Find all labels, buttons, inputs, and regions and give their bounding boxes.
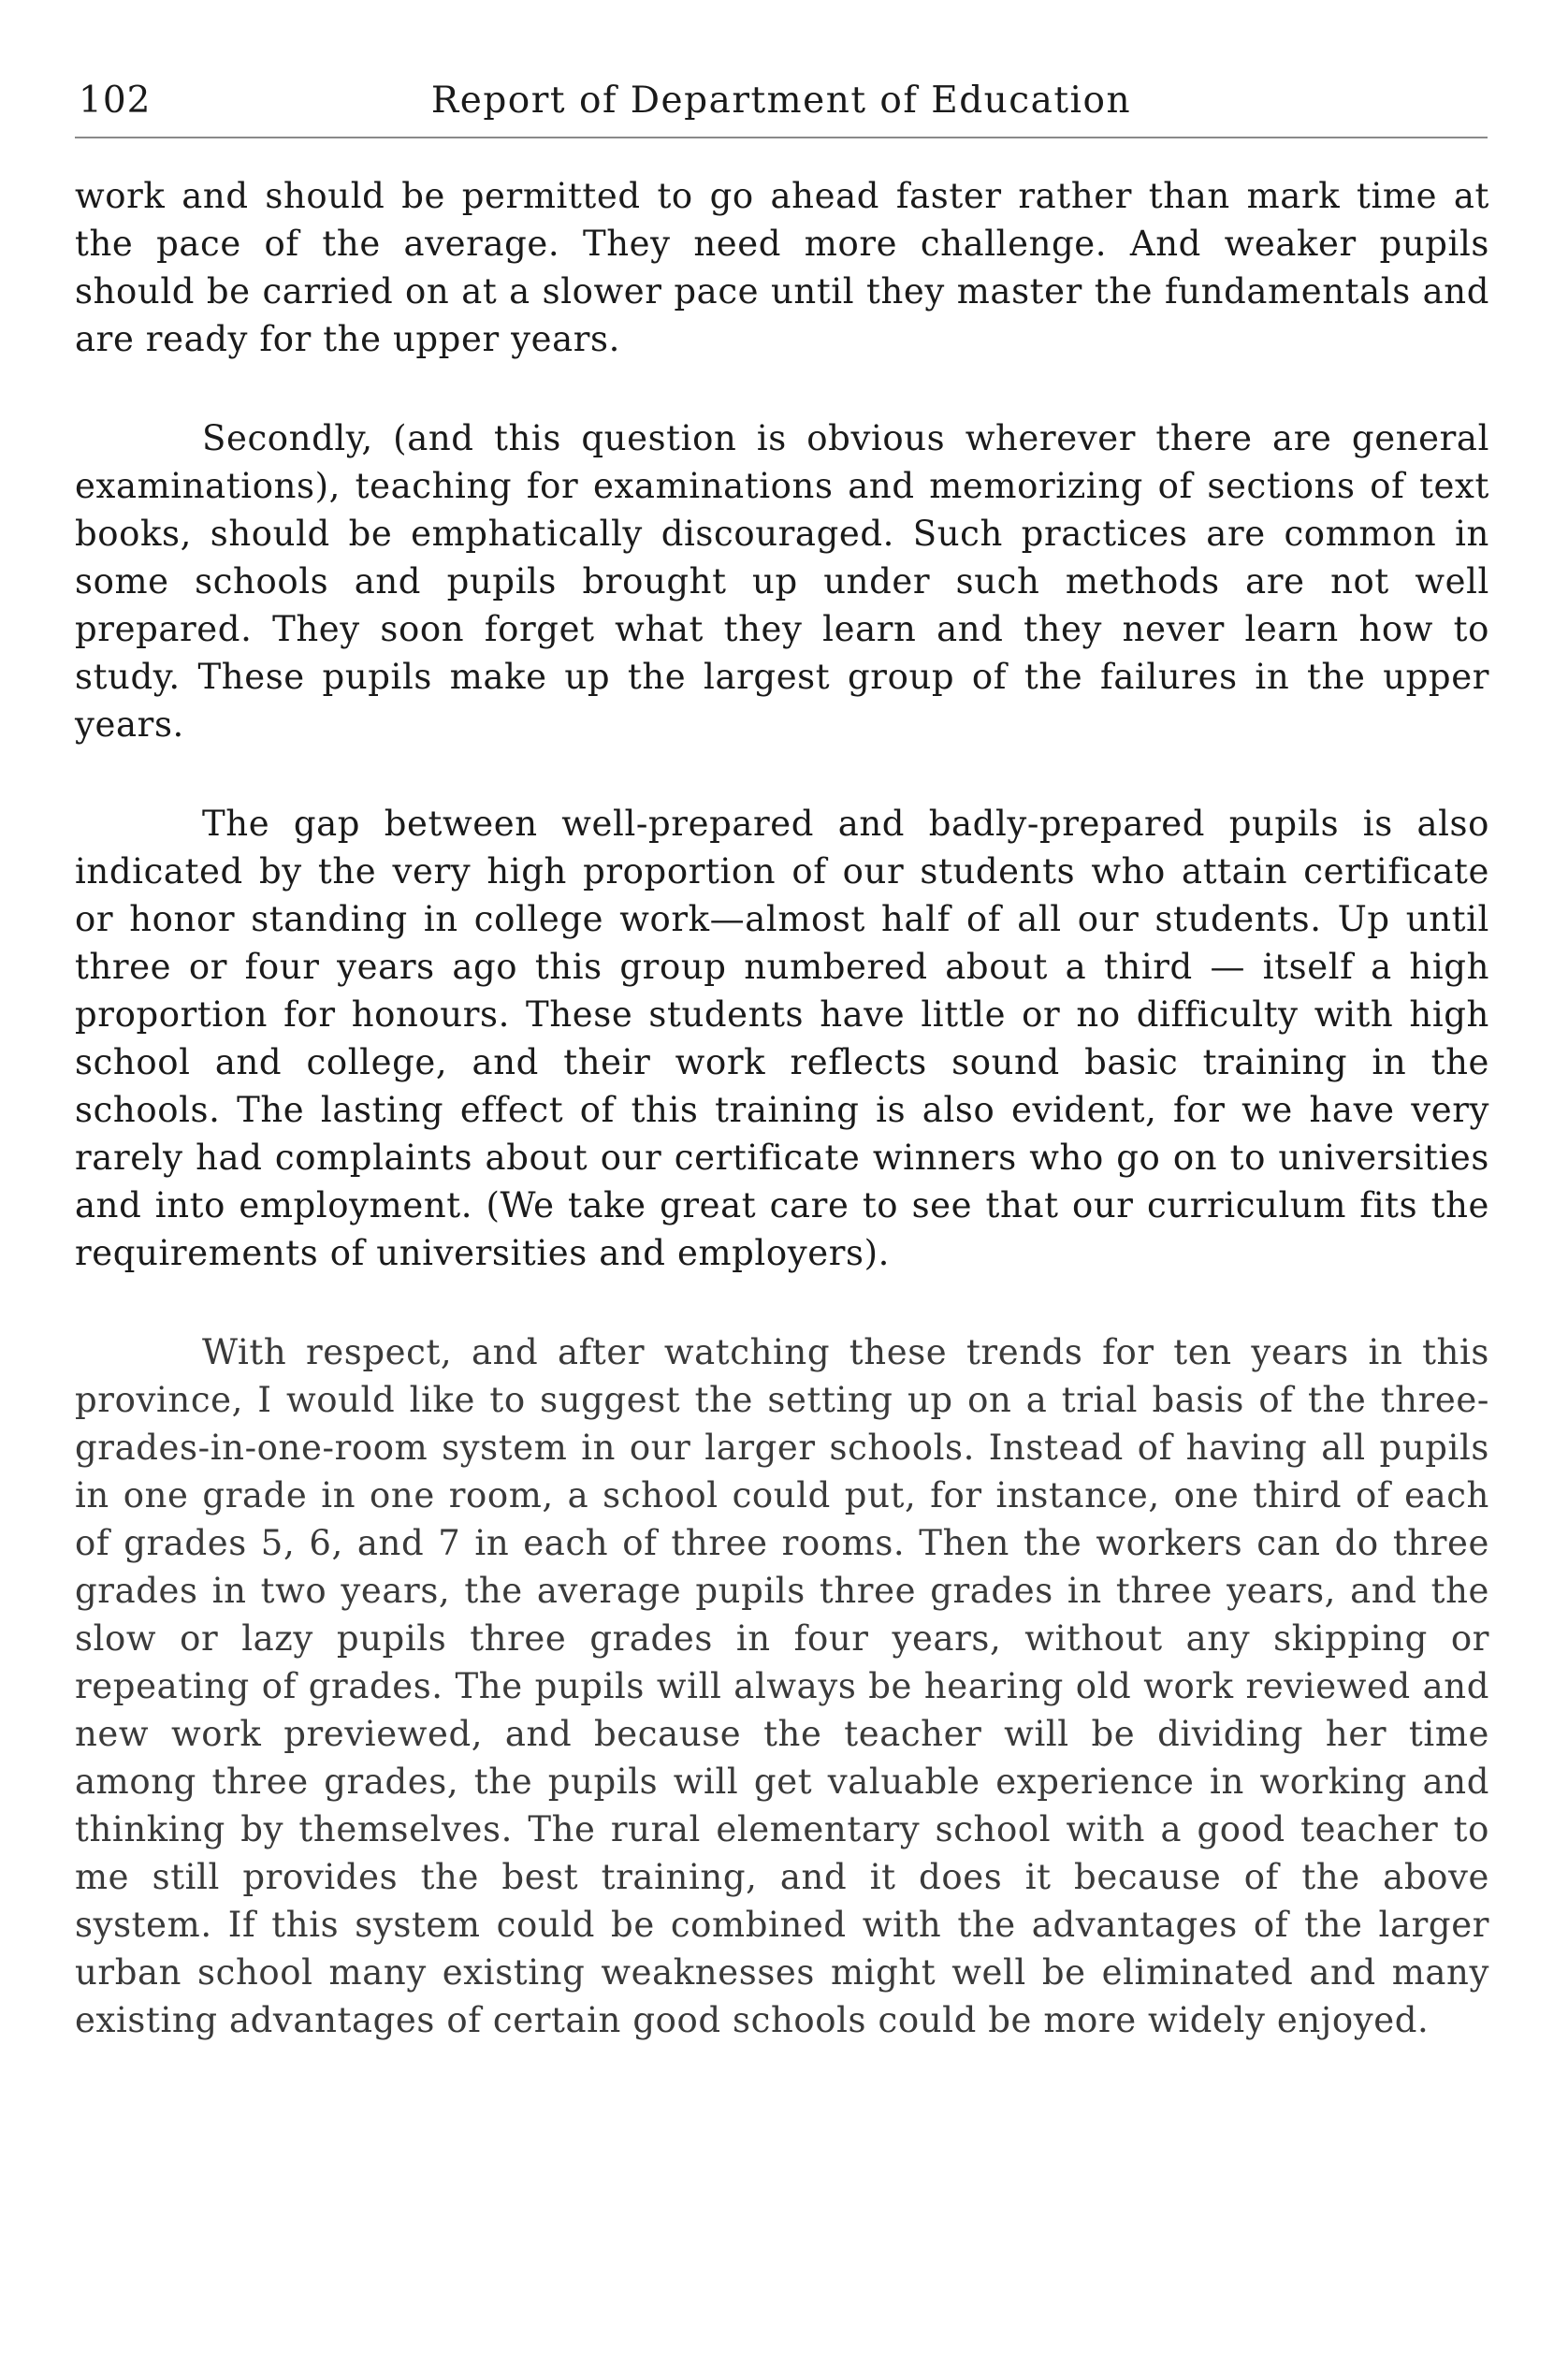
page-number: 102 <box>79 80 152 122</box>
running-title: Report of Department of Education <box>430 80 1132 122</box>
running-header <box>75 73 1488 129</box>
paragraph-examinations: Secondly, (and this question is obvious wherever there are general examinations), teaching for examinations and memorizing of sections of text books, should be emphatically discouraged. Such practices are common in some schools and pupils brought up under such methods are not well prepared. They soon forget what they learn and they never learn how to study. These pupils make up the largest group of the failures in the upper years. <box>75 418 1489 745</box>
header-rule <box>75 137 1488 138</box>
paragraph-three-grades-system: With respect, and after watching these trends for ten years in this province, I would like to suggest the setting up on a trial basis of the three-grades-in-one-room system in our larger schools. Instead of having all pupils in one grade in one room, a school could put, for instance, one third of each of grades 5, 6, and 7 in each of three rooms. Then the workers can do three grades in two years, the average pupils three grades in three years, and the slow or lazy pupils three grades in four years, without any skipping or repeating of grades. The pupils will always be hearing old work reviewed and new work previewed, and because the teacher will be dividing her time among three grades, the pupils will get valuable experience in working and thinking by themselves. The rural elementary school with a good teacher to me still provides the best training, and it does it because of the above system. If this system could be combined with the advantages of the larger urban school many existing weaknesses might well be eliminated and many existing advantages of certain good schools could be more widely enjoyed. <box>75 1332 1489 2040</box>
paragraph-prepared-pupils: The gap between well-prepared and badly-prepared pupils is also indicated by the very high proportion of our students who attain certificate or honor standing in college work—almost half of all our students. Up until three or four years ago this group numbered about a third — itself a high proportion for honours. These students have little or no difficulty with high school and college, and their work reflects sound basic training in the schools. The lasting effect of this training is also evident, for we have very rarely had complaints about our certificate winners who go on to universities and into employment. (We take great care to see that our curriculum fits the requirements of universities and employers). <box>75 804 1489 1273</box>
paragraph-continuation: work and should be permitted to go ahead faster rather than mark time at the pace of the average. They need more challenge. And weaker pupils should be carried on at a slower pace until they master the fundamentals and are ready for the upper years. <box>75 176 1489 359</box>
body-text <box>75 172 1489 2095</box>
